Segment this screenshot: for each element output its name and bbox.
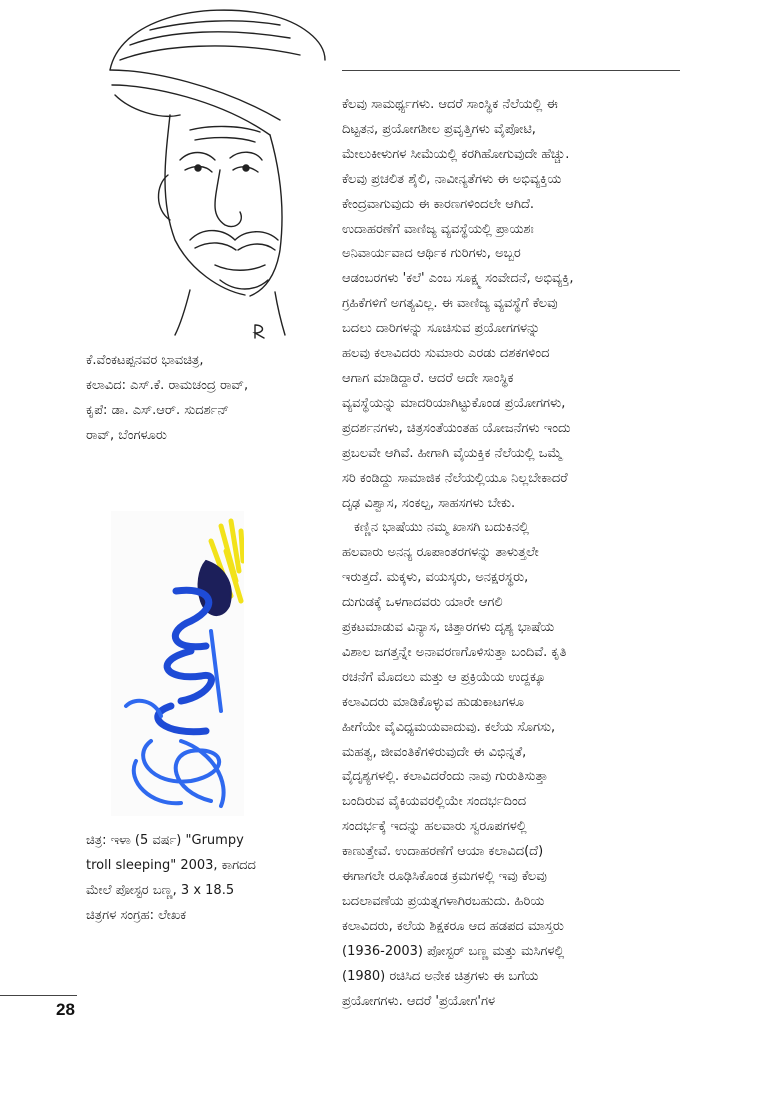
caption-line: ಕೆ.ವೆಂಕಟಪ್ಪನವರ ಭಾವಚಿತ್ರ, [86, 353, 204, 368]
body-line: ಕೆಲವು ಸಾಮರ್ಥ್ಯಗಳು. ಆದರೆ ಸಾಂಸ್ಥಿಕ ನೆಲೆಯಲ್ಲಿ ಈ [342, 97, 558, 112]
body-line: (1936-2003) ಪೋಸ್ಟರ್ ಬಣ್ಣ ಮತ್ತು ಮಸಿಗಳಲ್ಲಿ [342, 943, 565, 959]
page-number: 28 [56, 1000, 75, 1019]
portrait-sketch-illustration [40, 0, 328, 342]
body-line: ಬದಲಾವಣೆಯ ಪ್ರಯತ್ನಗಳಾಗಿರಬಹುದು. ಹಿರಿಯ [342, 894, 545, 909]
body-line: ಆಡಂಬರಗಳು 'ಕಲೆ' ಎಂಬ ಸೂಕ್ಷ್ಮ ಸಂವೇದನೆ, ಅಭಿವ್ಯಕ್ತಿ, [342, 271, 574, 287]
body-line: ಸರಿ ಕಂಡಿದ್ದು ಸಾಮಾಜಿಕ ನೆಲೆಯಲ್ಲಿಯೂ ನಿಲ್ಲಬೇಕಾದರೆ [342, 470, 568, 486]
body-line: ಗ್ರಹಿಕೆಗಳಿಗೆ ಅಗತ್ಯವಿಲ್ಲ. ಈ ವಾಣಿಜ್ಯ ವ್ಯವಸ್ಥೆಗೆ ಕೆಲವು [342, 296, 558, 312]
portrait-caption [86, 348, 336, 448]
body-line: ಮಹತ್ವ, ಜೀವಂತಿಕೆಗಳಿರುವುದೇ ಈ ವಿಭಿನ್ನತೆ, [342, 744, 527, 760]
body-line: ಈಗಾಗಲೇ ರೂಢಿಸಿಕೊಂಡ ಕ್ರಮಗಳಲ್ಲಿ ಇವು ಕೆಲವು [342, 869, 547, 885]
body-line: ಬಂದಿರುವ ವೈಕಿಯವರಲ್ಲಿಯೇ ಸಂದರ್ಭದಿಂದ [342, 794, 527, 810]
body-line: ಕಲಾವಿದರು, ಕಲೆಯ ಶಿಕ್ಷಕರೂ ಆದ ಹಡಪದ ಮಾಸ್ತರು [342, 918, 564, 934]
caption-line: ಕೃಪೆ: ಡಾ. ಎಸ್.ಆರ್. ಸುದರ್ಶನ್ [86, 403, 229, 418]
child-painting-illustration [111, 511, 244, 816]
body-line: ದುಗುಡಕ್ಕೆ ಒಳಗಾದವರು ಯಾರೇ ಆಗಲಿ [342, 595, 503, 611]
caption-line: troll sleeping" 2003, ಕಾಗದದ [86, 858, 256, 873]
body-line: ಪ್ರಯೋಗಗಳು. ಆದರೆ 'ಪ್ರಯೋಗ'ಗಳ [342, 993, 496, 1009]
caption-line: ಮೇಲೆ ಪೋಸ್ಟರ ಬಣ್ಣ, 3 x 18.5 [86, 883, 235, 898]
page-number-rule [0, 995, 77, 996]
body-line: (1980) ರಚಿಸಿದ ಅನೇಕ ಚಿತ್ರಗಳು ಈ ಬಗೆಯ [342, 968, 539, 984]
caption-line: ಚಿತ್ರಗಳ ಸಂಗ್ರಹ: ಲೇಖಕ [86, 908, 187, 923]
body-line: ಬದಲು ದಾರಿಗಳನ್ನು ಸೂಚಿಸುವ ಪ್ರಯೋಗಗಳನ್ನು [342, 321, 541, 337]
body-line: ಆಗಾಗ ಮಾಡಿದ್ದಾರೆ. ಆದರೆ ಅದೇ ಸಾಂಸ್ಥಿಕ [342, 370, 514, 386]
painting-caption [86, 828, 316, 928]
body-line: ಕೇಂದ್ರವಾಗುವುದು ಈ ಕಾರಣಗಳಿಂದಲೇ ಆಗಿದೆ. [342, 196, 534, 212]
body-line: ಕೆಲವು ಪ್ರಚಲಿತ ಶೈಲಿ, ನಾವೀನ್ಯತೆಗಳು ಈ ಅಭಿವ್ಯಕ್ತಿಯ [342, 171, 562, 187]
body-line: ದಿಟ್ಟತನ, ಪ್ರಯೋಗಶೀಲ ಪ್ರವೃತ್ತಿಗಳು ವೈಪೋಟಿ, [342, 121, 536, 137]
caption-line: ರಾವ್, ಬೆಂಗಳೂರು [86, 428, 167, 443]
body-line: ಪ್ರಕಟಮಾಡುವ ವಿನ್ಯಾಸ, ಚಿತ್ತಾರಗಳು ದೃಶ್ಯ ಭಾಷೆಯ [342, 620, 555, 636]
body-line: ಕಾಣುತ್ತೇವೆ. ಉದಾಹರಣೆಗೆ ಆಯಾ ಕಲಾವಿದ(ದೆ) [342, 844, 544, 860]
body-text-column [342, 93, 682, 1015]
body-line: ದೃಢ ವಿಶ್ವಾಸ, ಸಂಕಲ್ಪ, ಸಾಹಸಗಳು ಬೇಕು. [342, 495, 516, 511]
body-line: ರಚನೆಗೆ ಮೊದಲು ಮತ್ತು ಆ ಪ್ರಕ್ರಿಯೆಯ ಉದ್ದಕ್ಕೂ [342, 669, 546, 685]
body-line: ಹೀಗೆಯೇ ವೈವಿಧ್ಯಮಯವಾದುವು. ಕಲೆಯ ಸೊಗಸು, [342, 719, 556, 735]
body-line: ಅನಿವಾರ್ಯವಾದ ಆರ್ಥಿಕ ಗುರಿಗಳು, ಅಬ್ಬರ [342, 246, 521, 262]
body-line: ಮೇಲುಕೀಳುಗಳ ಸೀಮೆಯಲ್ಲಿ ಕರಗಿಹೋಗುವುದೇ ಹೆಚ್ಚು. [342, 146, 570, 162]
body-line: ವಿಶಾಲ ಜಗತ್ತನ್ನೇ ಅನಾವರಣಗೊಳಿಸುತ್ತಾ ಬಂದಿವೆ. ಕೃತಿ [342, 644, 567, 660]
body-line: ವ್ಯವಸ್ಥೆಯನ್ನು ಮಾದರಿಯಾಗಿಟ್ಟುಕೊಂಡ ಪ್ರಯೋಗಗಳು, [342, 395, 566, 411]
body-line: ಪ್ರದರ್ಶನಗಳು, ಚಿತ್ರಸಂತೆಯಂತಹ ಯೋಜನೆಗಳು ಇಂದು [342, 420, 571, 436]
column-top-rule [342, 70, 680, 71]
body-line: ಹಲವು ಕಲಾವಿದರು ಸುಮಾರು ಎರಡು ದಶಕಗಳಿಂದ [342, 346, 550, 362]
body-line: ಸಂದರ್ಭಕ್ಕೆ ಇದನ್ನು ಹಲವಾರು ಸ್ವರೂಪಗಳಲ್ಲಿ [342, 819, 527, 835]
body-line: ವೈದೃಶ್ಯಗಳಲ್ಲಿ. ಕಲಾವಿದರೆಂದು ನಾವು ಗುರುತಿಸುತ್ತಾ [342, 769, 548, 785]
body-line: ಕಲಾವಿದರು ಮಾಡಿಕೊಳ್ಳುವ ಹುಡುಕಾಟಗಳೂ [342, 694, 524, 710]
body-line: ಹಲವಾರು ಅನನ್ಯ ರೂಪಾಂತರಗಳನ್ನು ತಾಳುತ್ತಲೇ [342, 545, 539, 561]
caption-line: ಚಿತ್ರ: ಇಳಾ (5 ವರ್ಷ) "Grumpy [86, 833, 244, 848]
body-line: ಪ್ರಬಲವೇ ಆಗಿವೆ. ಹೀಗಾಗಿ ವೈಯಕ್ತಿಕ ನೆಲೆಯಲ್ಲಿ ಒಮ್ಮೆ [342, 445, 563, 461]
caption-line: ಕಲಾವಿದ: ಎಸ್.ಕೆ. ರಾಮಚಂದ್ರ ರಾವ್, [86, 378, 249, 393]
body-line: ಇರುತ್ತದೆ. ಮಕ್ಕಳು, ವಯಸ್ಕರು, ಅನಕ್ಷರಸ್ಥರು, [342, 570, 529, 586]
body-line: ಕಣ್ಣಿನ ಭಾಷೆಯು ನಮ್ಮ ಖಾಸಗಿ ಬದುಕಿನಲ್ಲಿ [354, 520, 530, 536]
body-line: ಉದಾಹರಣೆಗೆ ವಾಣಿಜ್ಯ ವ್ಯವಸ್ಥೆಯಲ್ಲಿ ಪ್ರಾಯಶಃ [342, 221, 534, 237]
